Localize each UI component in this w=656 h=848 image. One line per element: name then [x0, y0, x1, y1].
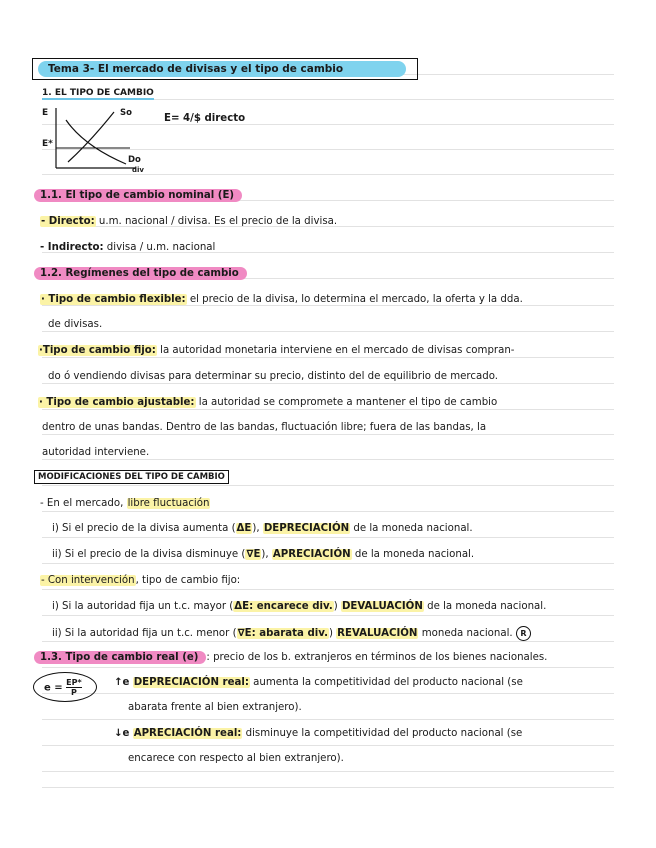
section-1-heading: 1. EL TIPO DE CAMBIO	[42, 88, 154, 98]
line-intervencion-ii: ii) Si la autoridad fija un t.c. menor (∇E: abarata div.) REVALUACIÓN moneda nacional. R	[52, 626, 531, 641]
line-fijo-1: ·Tipo de cambio fijo: la autoridad monetaria interviene en el mercado de divisas compran-	[39, 345, 515, 356]
line-con-intervencion: - Con intervención, tipo de cambio fijo:	[41, 575, 241, 586]
graph-axis-y-label: E	[42, 108, 49, 118]
formula-denominator: P	[70, 688, 77, 697]
line-mercado-ii: ii) Si el precio de la divisa disminuye (∇E), APRECIACIÓN de la moneda nacional.	[52, 549, 475, 560]
graph-demand-label: Do	[128, 155, 141, 165]
line-flexible-1: · Tipo de cambio flexible: el precio de la divisa, lo determina el mercado, la oferta y la dda.	[41, 294, 523, 305]
page-title: Tema 3- El mercado de divisas y el tipo de cambio	[48, 63, 344, 75]
circled-r-mark: R	[516, 626, 531, 641]
line-intervencion-i: i) Si la autoridad fija un t.c. mayor (ΔE: encarece div.) DEVALUACIÓN de la moneda nacional.	[52, 601, 547, 612]
modificaciones-heading: MODIFICACIONES DEL TIPO DE CAMBIO	[34, 470, 229, 484]
graph-note: E= 4/$ directo	[164, 113, 246, 124]
line-ajustable-3: autoridad interviene.	[42, 447, 150, 458]
graph-supply-label: So	[120, 108, 132, 118]
formula-numerator: EP*	[66, 678, 82, 687]
line-apreciacion-real-1: ↓e APRECIACIÓN real: disminuye la competitividad del producto nacional (se	[114, 728, 523, 739]
real-exchange-formula: e = $\frac{EP*}{P}$	[44, 678, 82, 697]
line-en-mercado: - En el mercado, libre fluctuación	[40, 498, 210, 509]
line-directo: - Directo: u.m. nacional / divisa. Es el precio de la divisa.	[41, 216, 338, 227]
line-depreciacion-real-2: abarata frente al bien extranjero).	[128, 702, 302, 713]
line-fijo-2: do ó vendiendo divisas para determinar su precio, distinto del de equilibrio de mercado.	[48, 371, 498, 382]
line-depreciacion-real-1: ↑e DEPRECIACIÓN real: aumenta la competitividad del producto nacional (se	[114, 677, 523, 688]
line-ajustable-1: · Tipo de cambio ajustable: la autoridad se compromete a mantener el tipo de cambio	[39, 397, 498, 408]
line-flexible-2: de divisas.	[48, 319, 103, 330]
line-indirecto: - Indirecto: divisa / u.m. nacional	[40, 242, 216, 253]
line-mercado-i: i) Si el precio de la divisa aumenta (ΔE), DEPRECIACIÓN de la moneda nacional.	[52, 523, 473, 534]
line-tipo-cambio-real: 1.3. Tipo de cambio real (e) : precio de los b. extranjeros en términos de los bienes nacionales.	[34, 651, 547, 665]
line-apreciacion-real-2: encarece con respecto al bien extranjero).	[128, 753, 344, 764]
graph-equilibrium-label: E*	[42, 139, 53, 149]
section-1-1-heading: 1.1. El tipo de cambio nominal (E)	[34, 189, 242, 203]
section-1-2-heading: 1.2. Regímenes del tipo de cambio	[34, 267, 247, 281]
graph-axis-x-label: div	[132, 166, 144, 174]
line-ajustable-2: dentro de unas bandas. Dentro de las bandas, fluctuación libre; fuera de las bandas, la	[42, 422, 487, 433]
